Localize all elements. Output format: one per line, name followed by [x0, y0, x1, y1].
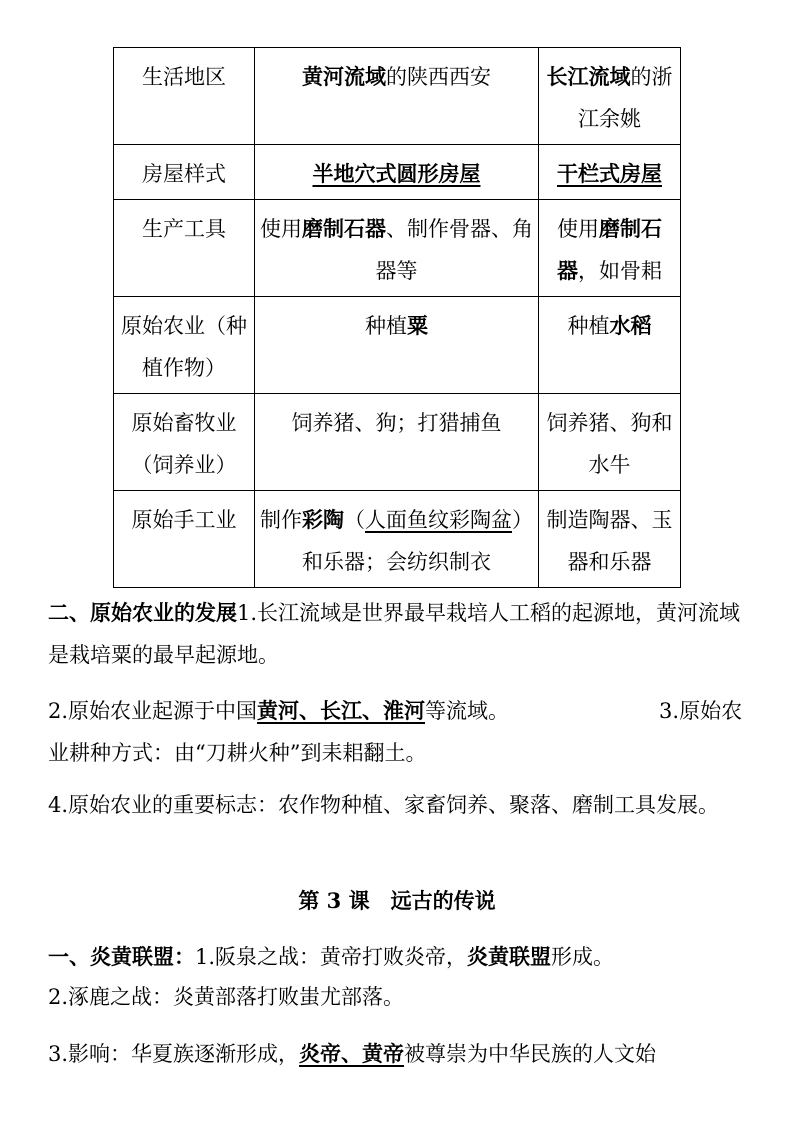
cell-text: 磨制石器 [557, 216, 662, 283]
cell-text: 长江流域 [546, 64, 631, 89]
cell-text: （ [344, 508, 365, 532]
yellow-river-cell [255, 297, 539, 394]
section2-p2-pre: 2.原始农业起源于中国 [48, 699, 258, 723]
yangtze-river-cell [539, 394, 681, 491]
section1-p3-underlined: 炎帝、黄帝 [299, 1041, 405, 1066]
cell-text: 使用 [260, 217, 302, 241]
cell-text: 磨制石器 [302, 216, 386, 241]
row-label: 原始畜牧业（饲养业） [114, 394, 255, 491]
lesson-title: 第 3 课 远古的传说 [298, 888, 496, 913]
section2-paragraph-4 [48, 784, 748, 826]
cell-text: 半地穴式圆形房屋 [312, 161, 481, 186]
section1-p3-post: 被尊崇为中华民族的人文始 [404, 1042, 657, 1066]
cell-text: 的浙江余姚 [578, 65, 673, 131]
cell-text: 、制作骨器、角器等 [375, 217, 533, 283]
section1-p2: 2.涿鹿之战：炎黄部落打败蚩尤部落。 [48, 985, 405, 1009]
yangtze-river-cell [539, 297, 681, 394]
table-row [114, 145, 681, 200]
yellow-river-cell [255, 200, 539, 297]
cell-text: 使用 [557, 217, 599, 241]
section1-p1-pre: 1.阪泉之战：黄帝打败炎帝， [195, 945, 468, 969]
comparison-table [113, 47, 681, 588]
cell-text: 饲养猪、狗和水牛 [546, 411, 673, 477]
cell-text: 的陕西西安 [386, 65, 491, 89]
section2-heading: 二、原始农业的发展 [48, 600, 237, 625]
table-row [114, 394, 681, 491]
section1-p1-bold: 炎黄联盟 [467, 944, 552, 969]
cell-text: ，如骨耜 [578, 259, 662, 283]
cell-text: 人面鱼纹彩陶盆 [365, 508, 512, 532]
table-row [114, 297, 681, 394]
table-row [114, 48, 681, 145]
section1-paragraph-1 [48, 936, 748, 978]
cell-text: ）和乐器；会纺织制衣 [302, 508, 533, 574]
yellow-river-cell [255, 491, 539, 588]
cell-text: 种植 [365, 314, 407, 338]
cell-text: 黄河流域 [302, 64, 386, 89]
cell-text: 种植 [567, 314, 610, 338]
yangtze-river-cell [539, 48, 681, 145]
row-label: 原始农业（种植作物） [114, 297, 255, 394]
cell-text: 彩陶 [302, 507, 344, 532]
section2-paragraph-2 [48, 690, 748, 774]
section2-p1: 1.长江流域是世界最早栽培人工稻的起源地，黄河流域是栽培粟的最早起源地。 [48, 601, 741, 667]
cell-text: 水稻 [609, 313, 652, 338]
section1-heading: 一、炎黄联盟： [48, 944, 195, 969]
section1-paragraph-3 [48, 1033, 748, 1075]
row-label: 生产工具 [114, 200, 255, 297]
comparison-table-body [114, 48, 681, 588]
section2-paragraph-1 [48, 592, 748, 676]
cell-text: 粟 [407, 313, 428, 338]
cell-text: 饲养猪、狗；打猎捕鱼 [291, 411, 502, 435]
section1-paragraph-2 [48, 976, 748, 1018]
yangtze-river-cell [539, 491, 681, 588]
yangtze-river-cell [539, 200, 681, 297]
cell-text: 制造陶器、玉器和乐器 [546, 508, 673, 574]
table-row [114, 200, 681, 297]
yellow-river-cell [255, 394, 539, 491]
table-row [114, 491, 681, 588]
section2-p3: 3.原始农业耕种方式：由“刀耕火种”到耒耜翻土。 [48, 699, 743, 765]
yangtze-river-cell [539, 145, 681, 200]
section2-p2-underlined: 黄河、长江、淮河 [257, 698, 426, 723]
section2-p4: 4.原始农业的重要标志：农作物种植、家畜饲养、聚落、磨制工具发展。 [48, 793, 720, 817]
cell-text: 干栏式房屋 [557, 161, 662, 186]
yellow-river-cell [255, 48, 539, 145]
section2-p2-post: 等流域。 [425, 699, 510, 723]
row-label: 原始手工业 [114, 491, 255, 588]
row-label: 房屋样式 [114, 145, 255, 200]
section1-p3-pre: 3.影响：华夏族逐渐形成， [48, 1042, 300, 1066]
row-label: 生活地区 [114, 48, 255, 145]
cell-text: 制作 [260, 508, 302, 532]
yellow-river-cell [255, 145, 539, 200]
section1-p1-post: 形成。 [551, 945, 615, 969]
